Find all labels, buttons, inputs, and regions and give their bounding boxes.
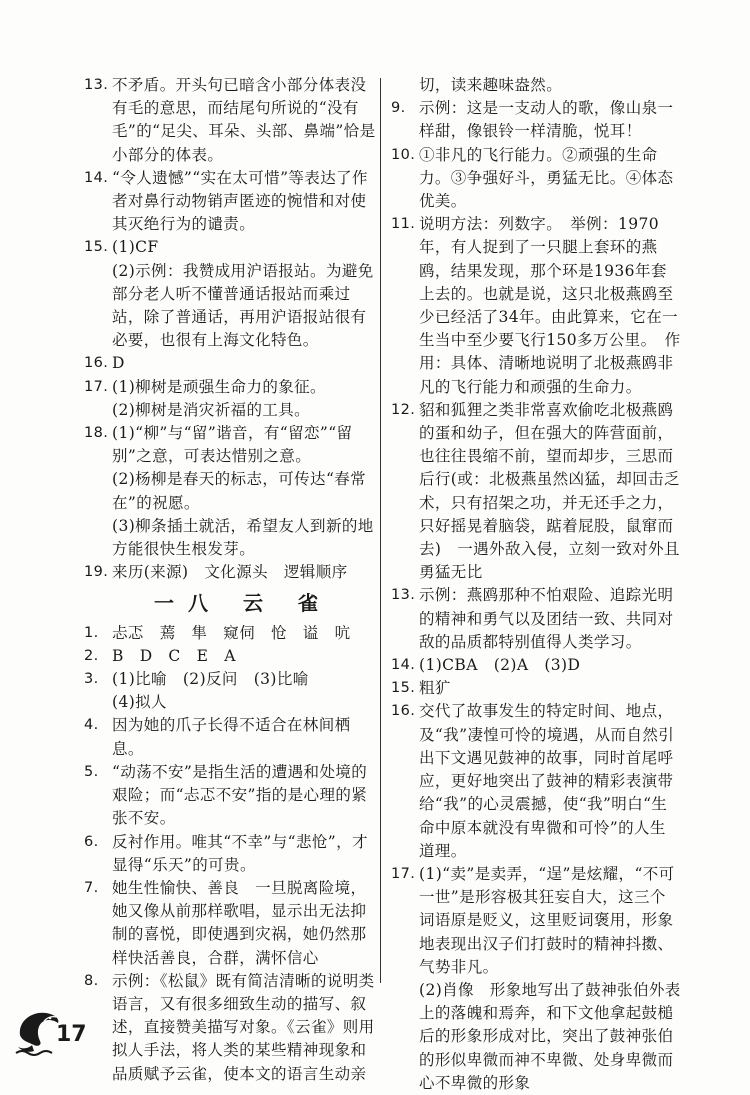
answer-text: (2)柳树是消灾祈福的工具。 <box>112 400 311 419</box>
answer-text: (1)“卖”是卖弄，“逞”是炫耀，“不可一世”是形容极其狂妄自大，这三个词语原是贬义，这里贬词褒用，形象地表现出汉子们打鼓时的精神抖擞、气势非凡。 <box>419 864 675 976</box>
answer-text: (1)“柳”与“留”谐音，有“留恋”“留别”之意，可表达惜别之意。 <box>112 424 353 466</box>
answer-item: 17. (1)柳树是顽强生命力的象征。 (2)柳树是消灾祈福的工具。 <box>86 376 376 422</box>
answer-text: B D C E A <box>112 646 236 665</box>
answer-text: 来历(来源) 文化源头 逻辑顺序 <box>112 563 348 582</box>
answer-text: (1)CBA (2)A (3)D <box>419 656 581 675</box>
answer-item: 14. (1)CBA (2)A (3)D <box>391 656 581 675</box>
answer-text: 粗犷 <box>419 679 451 698</box>
answer-item: 6. 反衬作用。唯其“不幸”与“悲怆”，才显得“乐天”的可贵。 <box>84 832 368 874</box>
answer-item: 12. 貂和狐狸之类非常喜欢偷吃北极燕鸥的蛋和幼子，但在强大的阵营面前，也往往畏缩不前，望而却步，三思而后行(或：北极燕虽然凶猛，却回击乏术，只有招架之功，并无还手之力，只好摇晃着脑袋，踮着屁股，鼠窜而去) 一遇外敌入侵，立刻一致对外且勇猛无比 <box>391 400 680 582</box>
answer-text: 因为她的爪子长得不适合在林间栖息。 <box>112 716 351 758</box>
answer-text: 反衬作用。唯其“不幸”与“悲怆”，才显得“乐天”的可贵。 <box>112 832 368 874</box>
answer-text: (3)柳条插土就活，希望友人到新的地方能很快生根发芽。 <box>112 516 374 559</box>
answer-item: 17. (1)“卖”是卖弄，“逞”是炫耀，“不可一世”是形容极其狂妄自大，这三个词语原是贬义，这里贬词褒用，形象地表现出汉子们打鼓时的精神抖擞、气势非凡。 (2)肖像 形象地写出了鼓神张伯外表上的落魄和焉奔，和下文他拿起鼓槌后的形象形成对比，突出了鼓神张伯的形似卑微而神不卑微、处身卑微而心不卑微的形象 <box>393 863 681 1095</box>
dolphin-logo-icon <box>14 1005 62 1057</box>
answer-item: 9. 示例：这是一支动人的歌，像山泉一样甜，像银铃一样清脆，悦耳！ <box>391 99 674 141</box>
answer-item: 16. 交代了故事发生的特定时间、地点，及“我”凄惶可怜的境遇，从而自然引出下文遇见鼓神的故事，同时首尾呼应，更好地突出了鼓神的精彩表演带给“我”的心灵震撼，使“我”明白“生命中原本就没有卑微和可怜”的人生道理。 <box>391 702 675 860</box>
answer-item: 8. 示例：《松鼠》既有简洁清晰的说明类语言，又有很多细致生动的描写、叙述，直接赞美描写对象。《云雀》则用拟人手法，将人类的某些精神现象和品质赋予云雀，使本文的语言生动亲 <box>84 971 375 1083</box>
answer-item: 15. 粗犷 <box>391 679 451 698</box>
answer-text: 示例：燕鸥那种不怕艰险、追踪光明的精神和勇气以及团结一致、共同对敌的品质都特别值得人类学习。 <box>419 586 674 651</box>
answer-text: 切，读来趣味盎然。 <box>419 76 563 94</box>
answer-item: 14. “令人遗憾”“实在太可惜”等表达了作者对鼻行动物销声匿迹的惋惜和对使其灭绝行为的谴责。 <box>84 168 368 234</box>
answer-text: 忐忑 蔫 隼 窥伺 怆 谥 吭 <box>112 623 351 642</box>
answer-text: 交代了故事发生的特定时间、地点，及“我”凄惶可怜的境遇，从而自然引出下文遇见鼓神的故事，同时首尾呼应，更好地突出了鼓神的精彩表演带给“我”的心灵震撼，使“我”明白“生命中原本就没有卑微和可怜”的人生道理。 <box>419 702 675 860</box>
answer-item: 7. 她生性愉快、善良 一旦脱离险境，她又像从前那样歌唱，显示出无法抑制的喜悦，即使遇到灾祸，她仍然那样快活善良，合群，满怀信心 <box>84 878 367 967</box>
left-column <box>86 74 376 1086</box>
answer-item: 10. ①非凡的飞行能力。②顽强的生命力。③争强好斗，勇猛无比。④体态优美。 <box>391 145 674 211</box>
answer-item: 5. “动荡不安”是指生活的遭遇和处境的艰险；而“忐忑不安”指的是心理的紧张不安。 <box>84 762 368 828</box>
answer-text: ①非凡的飞行能力。②顽强的生命力。③争强好斗，勇猛无比。④体态优美。 <box>419 145 674 211</box>
answer-text: 说明方法：列数字。 举例：1970年，有人捉到了一只腿上套环的燕鸥，结果发现，那个环是1936年套上去的。也就是说，这只北极燕鸥至少已经活了34年。由此算来，它在一生当中至少要飞行150多万公里。 作用：具体、清晰地说明了北极燕鸥非凡的飞行能力和顽强的生命力。 <box>419 215 681 396</box>
answer-text: (2)杨柳是春天的标志，可传达“春常在”的祝愿。 <box>112 470 367 512</box>
answer-text: “动荡不安”是指生活的遭遇和处境的艰险；而“忐忑不安”指的是心理的紧张不安。 <box>112 762 368 828</box>
answer-item: 2. B D C E A <box>84 646 236 665</box>
answer-text: “令人遗憾”“实在太可惜”等表达了作者对鼻行动物销声匿迹的惋惜和对使其灭绝行为的谴责。 <box>112 168 368 234</box>
answer-text: 示例：这是一支动人的歌，像山泉一样甜，像银铃一样清脆，悦耳！ <box>419 99 674 141</box>
answer-item: 18. (1)“柳”与“留”谐音，有“留恋”“留别”之意，可表达惜别之意。 (2)杨柳是春天的标志，可传达“春常在”的祝愿。 (3)柳条插土就活，希望友人到新的地方能很快生根发芽。 <box>86 422 376 561</box>
column-divider <box>380 78 381 983</box>
answer-text: (2)示例：我赞成用沪语报站。为避免部分老人听不懂普通话报站而乘过站，除了普通话，再用沪语报站很有必要，也很有上海文化特色。 <box>112 261 374 350</box>
answer-item: 13. 不矛盾。开头句已暗含小部分体表没有毛的意思，而结尾句所说的“没有毛”的“足尖、耳朵、头部、鼻端”恰是小部分的体表。 <box>84 76 376 164</box>
right-column <box>393 74 681 1095</box>
answer-text: (1)柳树是顽强生命力的象征。 <box>112 377 326 396</box>
answer-text: (1)CF <box>112 238 159 257</box>
answer-text: 她生性愉快、善良 一旦脱离险境，她又像从前那样歌唱，显示出无法抑制的喜悦，即使遇到灾祸，她仍然那样快活善良，合群，满怀信心 <box>112 878 367 967</box>
answer-item: 1. 忐忑 蔫 隼 窥伺 怆 谥 吭 <box>84 623 351 642</box>
answer-item: 19. 来历(来源) 文化源头 逻辑顺序 <box>84 563 348 582</box>
answer-text: 不矛盾。开头句已暗含小部分体表没有毛的意思，而结尾句所说的“没有毛”的“足尖、耳朵、头部、鼻端”恰是小部分的体表。 <box>112 76 376 164</box>
answer-text: (4)拟人 <box>112 693 167 712</box>
page-number: 17 <box>56 1022 87 1047</box>
answer-text: (2)肖像 形象地写出了鼓神张伯外表上的落魄和焉奔，和下文他拿起鼓槌后的形象形成对比，突出了鼓神张伯的形似卑微而神不卑微、处身卑微而心不卑微的形象 <box>419 980 681 1092</box>
answer-item: 3. (1)比喻 (2)反问 (3)比喻 (4)拟人 <box>86 668 376 714</box>
answer-text: 貂和狐狸之类非常喜欢偷吃北极燕鸥的蛋和幼子，但在强大的阵营面前，也往往畏缩不前，望而却步，三思而后行(或：北极燕虽然凶猛，却回击乏术，只有招架之功，并无还手之力，只好摇晃着脑袋，踮着屁股，鼠窜而去) 一遇外敌入侵，立刻一致对外且勇猛无比 <box>419 400 680 582</box>
answer-item: 15. (1)CF (2)示例：我赞成用沪语报站。为避免部分老人听不懂普通话报站而乘过站，除了普通话，再用沪语报站很有必要，也很有上海文化特色。 <box>86 236 376 352</box>
answer-text: (1)比喻 (2)反问 (3)比喻 <box>112 670 309 689</box>
answer-item: 16. D <box>84 354 125 373</box>
answer-text: D <box>112 354 125 373</box>
section-title: 一八 云 雀 <box>154 591 332 616</box>
answer-item: 13. 示例：燕鸥那种不怕艰险、追踪光明的精神和勇气以及团结一致、共同对敌的品质都特别值得人类学习。 <box>391 586 674 651</box>
answer-text: 示例：《松鼠》既有简洁清晰的说明类语言，又有很多细致生动的描写、叙述，直接赞美描写对象。《云雀》则用拟人手法，将人类的某些精神现象和品质赋予云雀，使本文的语言生动亲 <box>112 971 375 1083</box>
answer-item: 11. 说明方法：列数字。 举例：1970年，有人捉到了一只腿上套环的燕鸥，结果发现，那个环是1936年套上去的。也就是说，这只北极燕鸥至少已经活了34年。由此算来，它在一生当中至少要飞行150多万公里。 作用：具体、清晰地说明了北极燕鸥非凡的飞行能力和顽强的生命力。 <box>391 215 681 396</box>
answer-item: 4. 因为她的爪子长得不适合在林间栖息。 <box>84 716 351 758</box>
answer-continuation <box>393 74 681 97</box>
